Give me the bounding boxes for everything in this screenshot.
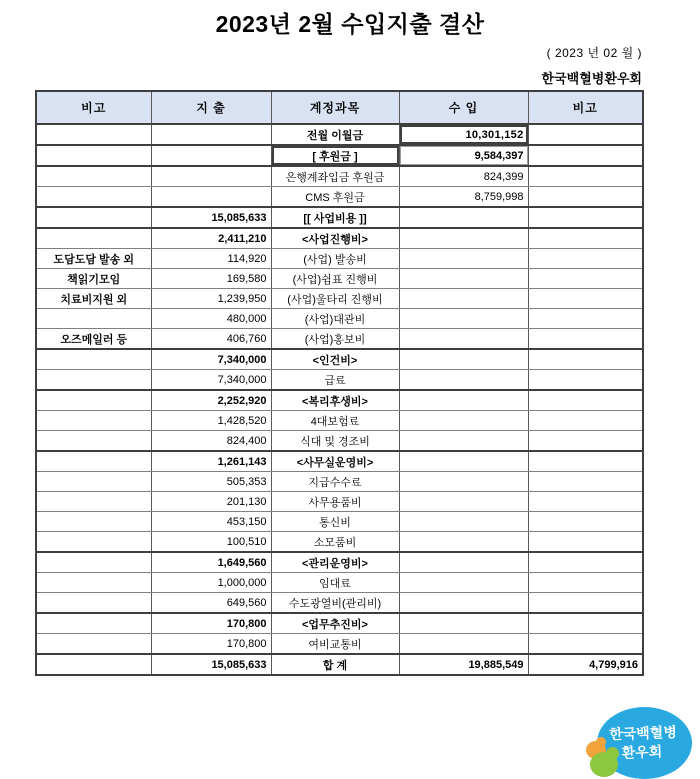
expense-cell: 2,411,210 bbox=[151, 228, 271, 249]
remark-right-cell bbox=[528, 593, 643, 614]
expense-cell: 170,800 bbox=[151, 634, 271, 655]
income-cell: 9,584,397 bbox=[399, 145, 528, 166]
remark-left-cell bbox=[36, 552, 151, 573]
remark-left-cell bbox=[36, 492, 151, 512]
remark-left-cell bbox=[36, 411, 151, 431]
income-cell bbox=[399, 512, 528, 532]
remark-right-cell: 4,799,916 bbox=[528, 654, 643, 675]
table-row bbox=[36, 269, 643, 289]
table-row bbox=[36, 634, 643, 655]
account-cell: 임대료 bbox=[271, 573, 399, 593]
income-cell: 19,885,549 bbox=[399, 654, 528, 675]
income-cell: 8,759,998 bbox=[399, 187, 528, 208]
expense-cell: 169,580 bbox=[151, 269, 271, 289]
remark-left-cell bbox=[36, 187, 151, 208]
table-header bbox=[36, 91, 643, 124]
income-cell bbox=[399, 370, 528, 391]
account-cell: (사업)쉼표 진행비 bbox=[271, 269, 399, 289]
account-cell: 식대 및 경조비 bbox=[271, 431, 399, 452]
income-cell bbox=[399, 349, 528, 370]
remark-right-cell bbox=[528, 634, 643, 655]
remark-right-cell bbox=[528, 492, 643, 512]
remark-right-cell bbox=[528, 472, 643, 492]
income-cell bbox=[399, 472, 528, 492]
expense-cell: 453,150 bbox=[151, 512, 271, 532]
income-cell: 824,399 bbox=[399, 166, 528, 187]
expense-cell: 15,085,633 bbox=[151, 654, 271, 675]
header-row bbox=[36, 91, 643, 124]
account-cell: <사업진행비> bbox=[271, 228, 399, 249]
period-note: ( 2023 년 02 월 ) bbox=[546, 46, 642, 60]
column-header: 계정과목 bbox=[271, 91, 399, 124]
income-cell bbox=[399, 411, 528, 431]
table-row bbox=[36, 532, 643, 553]
table-row bbox=[36, 654, 643, 675]
account-cell: (사업) 발송비 bbox=[271, 249, 399, 269]
remark-right-cell bbox=[528, 309, 643, 329]
account-cell: <사무실운영비> bbox=[271, 451, 399, 472]
income-cell bbox=[399, 593, 528, 614]
expense-cell: 1,649,560 bbox=[151, 552, 271, 573]
expense-cell: 649,560 bbox=[151, 593, 271, 614]
remark-left-cell bbox=[36, 654, 151, 675]
income-cell bbox=[399, 249, 528, 269]
income-cell bbox=[399, 309, 528, 329]
remark-right-cell bbox=[528, 431, 643, 452]
income-cell bbox=[399, 431, 528, 452]
page-title: 2023년 2월 수입지출 결산 bbox=[215, 11, 485, 37]
account-cell: 은행계좌입금 후원금 bbox=[271, 166, 399, 187]
account-cell: 4대보험료 bbox=[271, 411, 399, 431]
income-cell bbox=[399, 532, 528, 553]
table-row bbox=[36, 492, 643, 512]
account-cell: CMS 후원금 bbox=[271, 187, 399, 208]
expense-cell: 480,000 bbox=[151, 309, 271, 329]
remark-right-cell bbox=[528, 411, 643, 431]
remark-left-cell bbox=[36, 613, 151, 634]
expense-cell bbox=[151, 166, 271, 187]
account-cell: 사무용품비 bbox=[271, 492, 399, 512]
expense-cell: 201,130 bbox=[151, 492, 271, 512]
remark-right-cell bbox=[528, 289, 643, 309]
table-row bbox=[36, 145, 643, 166]
table-row bbox=[36, 207, 643, 228]
remark-left-cell bbox=[36, 228, 151, 249]
remark-left-cell bbox=[36, 472, 151, 492]
remark-left-cell: 도담도담 발송 외 bbox=[36, 249, 151, 269]
table-row bbox=[36, 228, 643, 249]
column-header: 수 입 bbox=[399, 91, 528, 124]
table-row bbox=[36, 431, 643, 452]
remark-left-cell bbox=[36, 532, 151, 553]
table-row bbox=[36, 552, 643, 573]
income-cell bbox=[399, 573, 528, 593]
remark-left-cell bbox=[36, 166, 151, 187]
remark-left-cell bbox=[36, 634, 151, 655]
remark-right-cell bbox=[528, 124, 643, 145]
table-row bbox=[36, 329, 643, 350]
logo-text-line1: 한국백혈병 bbox=[608, 723, 678, 743]
remark-right-cell bbox=[528, 349, 643, 370]
remark-left-cell bbox=[36, 349, 151, 370]
logo-text-line2: 환우회 bbox=[621, 743, 663, 761]
organization-name: 한국백혈병환우회 bbox=[541, 71, 642, 86]
account-cell: [ 후원금 ] bbox=[271, 145, 399, 166]
expense-cell: 406,760 bbox=[151, 329, 271, 350]
remark-right-cell bbox=[528, 451, 643, 472]
account-cell: 합 계 bbox=[271, 654, 399, 675]
account-cell: 수도광열비(관리비) bbox=[271, 593, 399, 614]
account-cell: <관리운영비> bbox=[271, 552, 399, 573]
remark-left-cell bbox=[36, 451, 151, 472]
remark-right-cell bbox=[528, 228, 643, 249]
remark-left-cell bbox=[36, 309, 151, 329]
account-cell: 전월 이월금 bbox=[271, 124, 399, 145]
expense-cell: 2,252,920 bbox=[151, 390, 271, 411]
table-row bbox=[36, 349, 643, 370]
income-cell bbox=[399, 289, 528, 309]
table-row bbox=[36, 390, 643, 411]
remark-right-cell bbox=[528, 573, 643, 593]
account-cell: 급료 bbox=[271, 370, 399, 391]
remark-left-cell bbox=[36, 124, 151, 145]
column-header: 비고 bbox=[528, 91, 643, 124]
remark-left-cell bbox=[36, 145, 151, 166]
income-cell bbox=[399, 269, 528, 289]
income-cell bbox=[399, 228, 528, 249]
income-cell: 10,301,152 bbox=[399, 124, 528, 145]
remark-right-cell bbox=[528, 145, 643, 166]
expense-cell: 1,239,950 bbox=[151, 289, 271, 309]
table-row bbox=[36, 309, 643, 329]
table-row bbox=[36, 593, 643, 614]
income-cell bbox=[399, 451, 528, 472]
remark-right-cell bbox=[528, 249, 643, 269]
table-row bbox=[36, 289, 643, 309]
account-cell: <업무추진비> bbox=[271, 613, 399, 634]
table-row bbox=[36, 451, 643, 472]
expense-cell bbox=[151, 145, 271, 166]
remark-right-cell bbox=[528, 512, 643, 532]
account-cell: <복리후생비> bbox=[271, 390, 399, 411]
expense-cell: 1,000,000 bbox=[151, 573, 271, 593]
table-body bbox=[36, 124, 643, 675]
remark-right-cell bbox=[528, 552, 643, 573]
account-cell: (사업)울타리 진행비 bbox=[271, 289, 399, 309]
table-row bbox=[36, 411, 643, 431]
remark-left-cell bbox=[36, 431, 151, 452]
remark-right-cell bbox=[528, 166, 643, 187]
remark-right-cell bbox=[528, 329, 643, 350]
expense-cell: 7,340,000 bbox=[151, 370, 271, 391]
table-row bbox=[36, 187, 643, 208]
income-cell bbox=[399, 552, 528, 573]
table-row bbox=[36, 124, 643, 145]
account-cell: 소모품비 bbox=[271, 532, 399, 553]
expense-cell: 1,428,520 bbox=[151, 411, 271, 431]
income-cell bbox=[399, 390, 528, 411]
income-cell bbox=[399, 207, 528, 228]
expense-cell: 1,261,143 bbox=[151, 451, 271, 472]
settlement-table bbox=[35, 90, 644, 676]
table-row bbox=[36, 512, 643, 532]
expense-cell: 505,353 bbox=[151, 472, 271, 492]
expense-cell: 170,800 bbox=[151, 613, 271, 634]
remark-right-cell bbox=[528, 187, 643, 208]
account-cell: (사업)홍보비 bbox=[271, 329, 399, 350]
table-row bbox=[36, 370, 643, 391]
remark-right-cell bbox=[528, 370, 643, 391]
expense-cell: 100,510 bbox=[151, 532, 271, 553]
table-row bbox=[36, 166, 643, 187]
table-row bbox=[36, 472, 643, 492]
expense-cell: 7,340,000 bbox=[151, 349, 271, 370]
remark-left-cell bbox=[36, 512, 151, 532]
expense-cell bbox=[151, 124, 271, 145]
remark-right-cell bbox=[528, 390, 643, 411]
remark-left-cell bbox=[36, 390, 151, 411]
remark-left-cell: 책읽기모임 bbox=[36, 269, 151, 289]
account-cell: <인건비> bbox=[271, 349, 399, 370]
remark-left-cell: 치료비지원 외 bbox=[36, 289, 151, 309]
account-cell: 통신비 bbox=[271, 512, 399, 532]
org-logo bbox=[584, 701, 696, 779]
table-row bbox=[36, 249, 643, 269]
remark-left-cell: 오즈메일러 등 bbox=[36, 329, 151, 350]
remark-left-cell bbox=[36, 207, 151, 228]
column-header: 비고 bbox=[36, 91, 151, 124]
column-header: 지 출 bbox=[151, 91, 271, 124]
expense-cell bbox=[151, 187, 271, 208]
remark-right-cell bbox=[528, 207, 643, 228]
account-cell: 지급수수료 bbox=[271, 472, 399, 492]
income-cell bbox=[399, 329, 528, 350]
expense-cell: 15,085,633 bbox=[151, 207, 271, 228]
expense-cell: 114,920 bbox=[151, 249, 271, 269]
remark-left-cell bbox=[36, 593, 151, 614]
income-cell bbox=[399, 492, 528, 512]
account-cell: [[ 사업비용 ]] bbox=[271, 207, 399, 228]
income-cell bbox=[399, 634, 528, 655]
expense-cell: 824,400 bbox=[151, 431, 271, 452]
remark-right-cell bbox=[528, 269, 643, 289]
remark-right-cell bbox=[528, 613, 643, 634]
income-cell bbox=[399, 613, 528, 634]
remark-left-cell bbox=[36, 573, 151, 593]
remark-right-cell bbox=[528, 532, 643, 553]
remark-left-cell bbox=[36, 370, 151, 391]
account-cell: 여비교통비 bbox=[271, 634, 399, 655]
table-row bbox=[36, 573, 643, 593]
table-row bbox=[36, 613, 643, 634]
account-cell: (사업)대관비 bbox=[271, 309, 399, 329]
